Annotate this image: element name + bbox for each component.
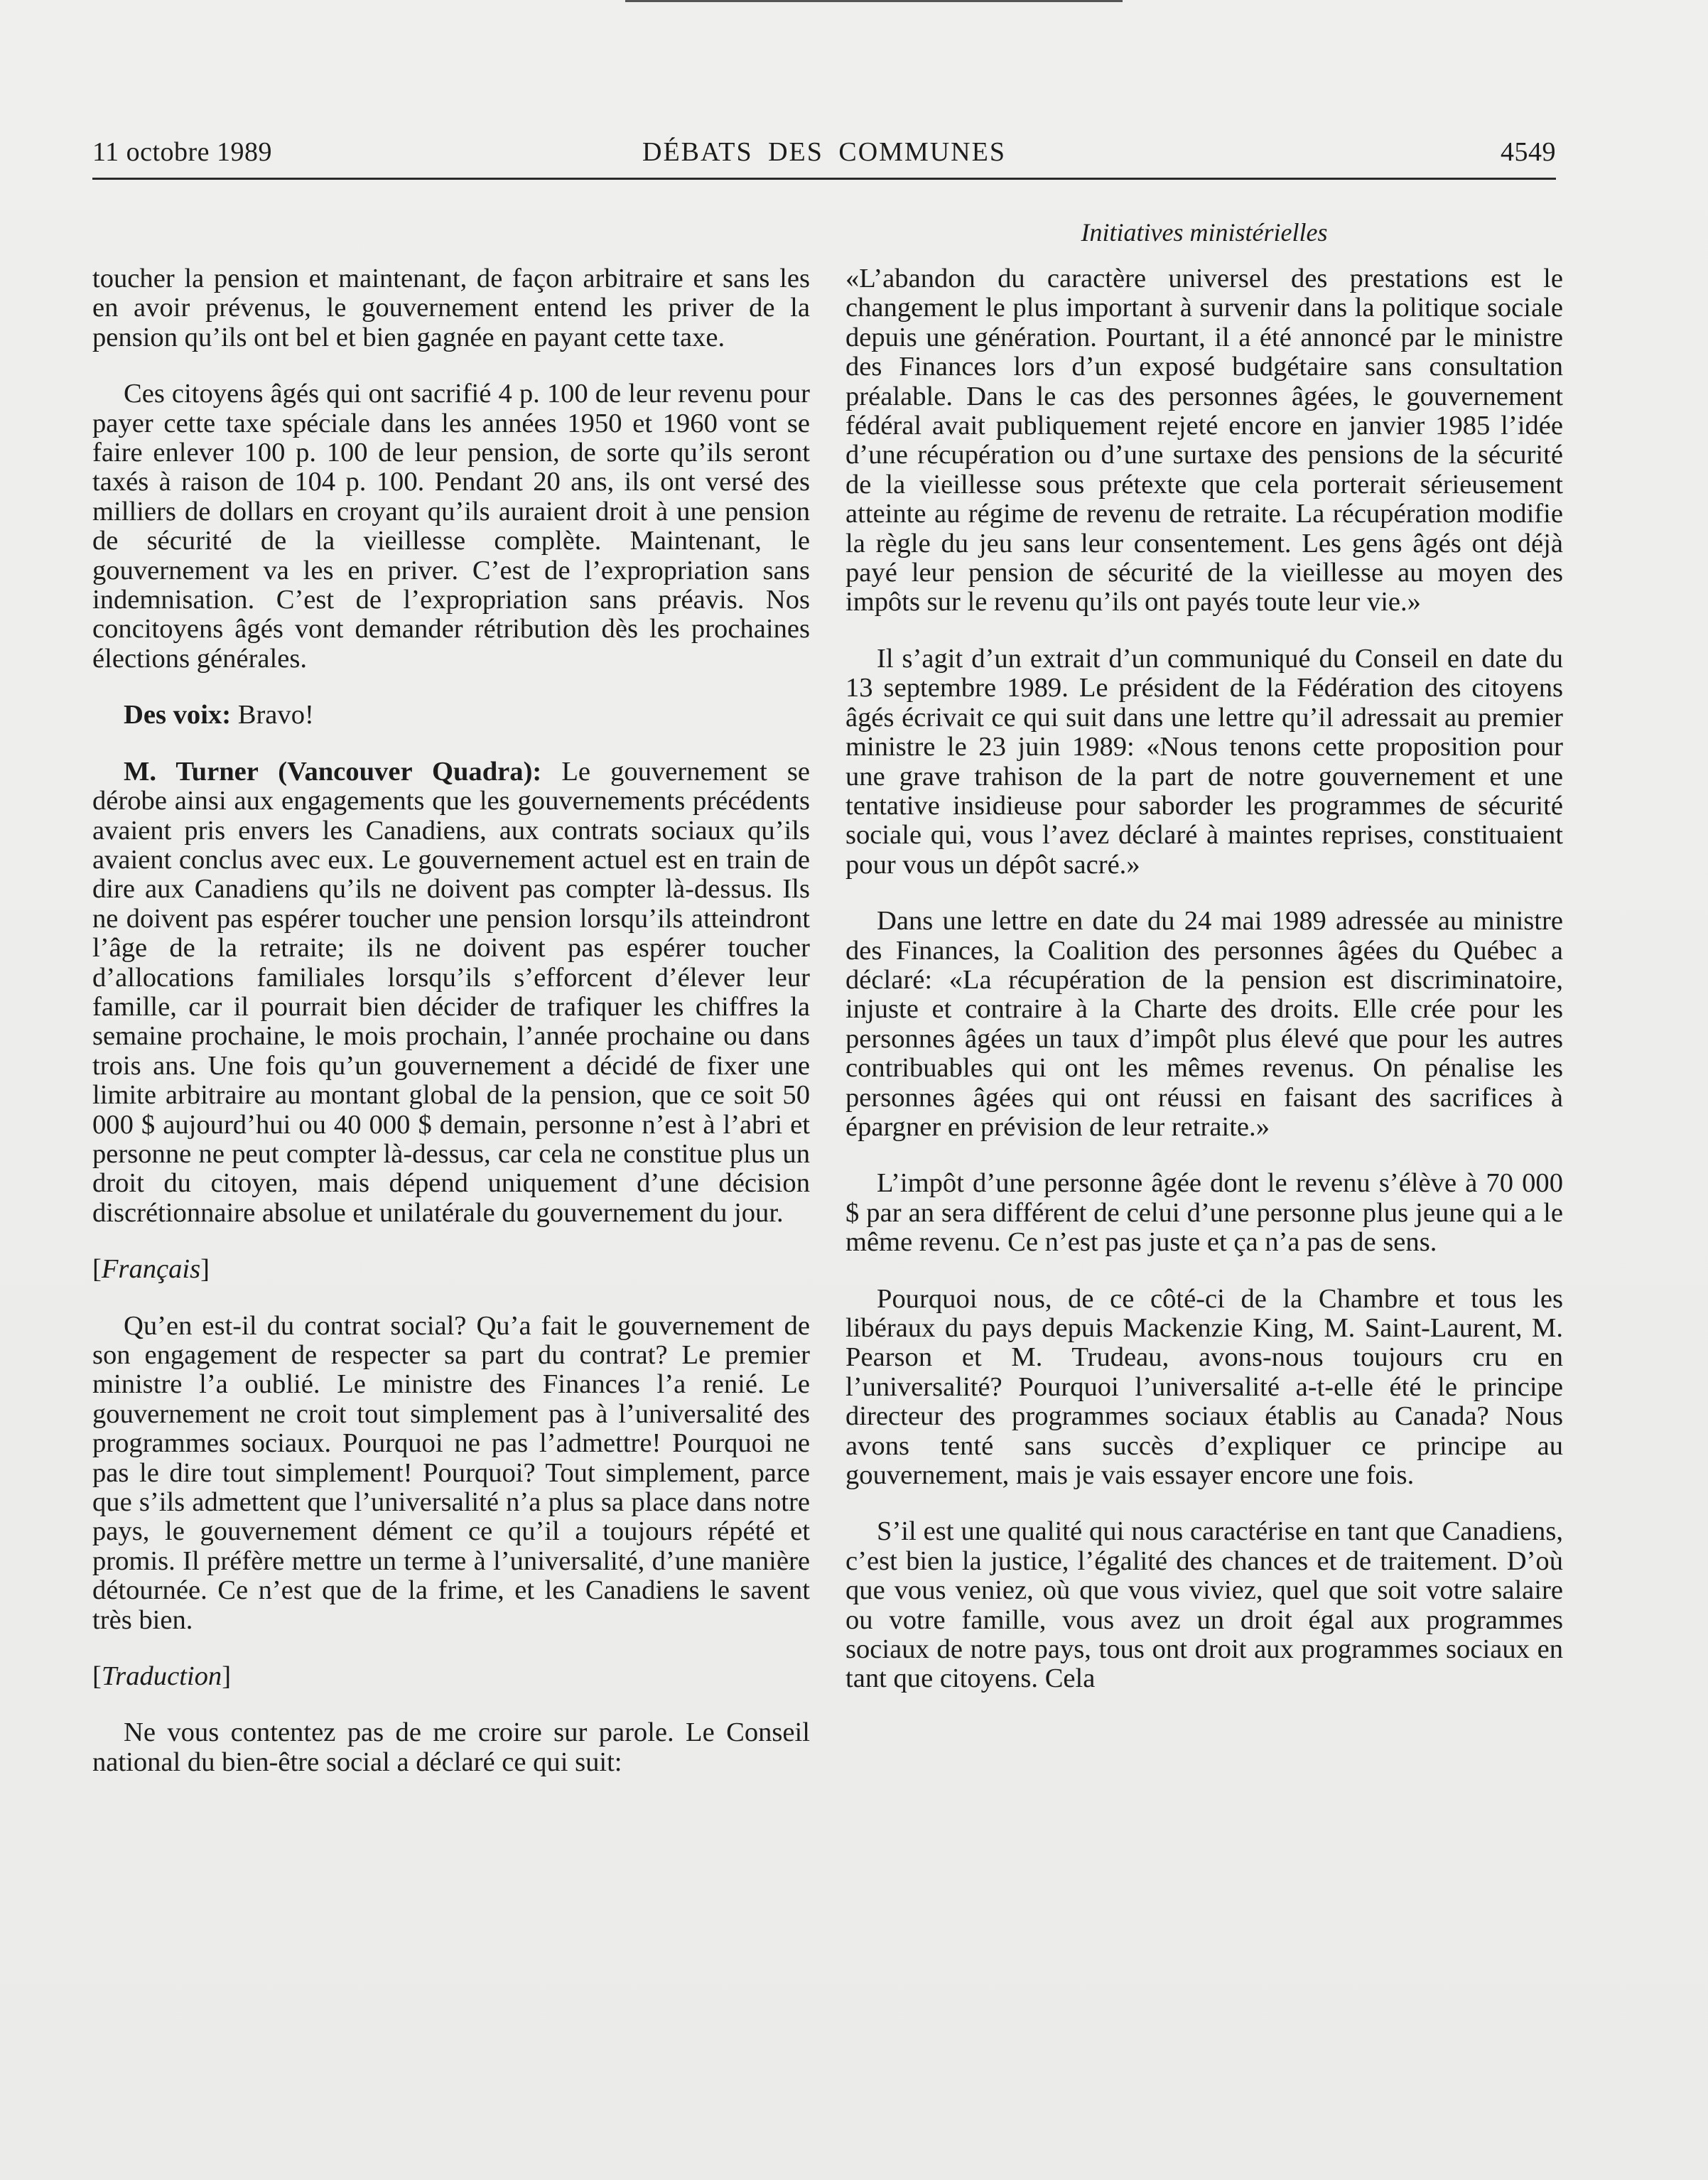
paragraph: L’impôt d’une personne âgée dont le revenu s’élève à 70 000 $ par an sera différent de celui d’une personne plus jeune qui a le même revenu. Ce n’est pas juste et ça n’a pas de sens. — [845, 1168, 1563, 1258]
paragraph-interjection — [92, 701, 810, 730]
paragraph: Ces citoyens âgés qui ont sacrifié 4 p. 100 de leur revenu pour payer cette taxe spéciale dans les années 1950 et 1960 vont se faire enlever 100 p. 100 de leur pension, de sorte qu’ils seront taxés à raison de 104 p. 100. Pendant 20 ans, ils ont versé des milliers de dollars en croyant qu’ils auraient droit à une pension de sécurité de la vieillesse complète. Maintenant, le gouvernement va les en priver. C’est de l’expropriation sans indemnisation. C’est de l’expropriation sans préavis. Nos concitoyens âgés vont demander rétribution dès les prochaines élections générales. — [92, 379, 810, 674]
speaker-name: Des voix: — [124, 700, 232, 730]
top-edge-rule — [625, 0, 1123, 2]
language-marker: [Traduction] — [92, 1661, 232, 1692]
speaker-name: M. Turner (Vancouver Quadra): — [124, 756, 542, 787]
paragraph: Qu’en est-il du contrat social? Qu’a fait le gouvernement de son engagement de respecter sa part du contrat? Le premier ministre l’a oublié. Le ministre des Finances l’a renié. Le gouvernement ne croit tout simplement pas à l’universalité des programmes sociaux. Pourquoi ne pas l’admettre! Pourquoi ne pas le dire tout simplement! Pourquoi? Tout simplement, parce que s’ils admettent que l’universalité n’a plus sa place dans notre pays, le gouvernement dément ce qu’il a toujours répété et promis. Il préfère mettre un terme à l’universalité, d’une manière détournée. Ce n’est que de la frime, et les Canadiens le savent très bien. — [92, 1310, 810, 1635]
paragraph: S’il est une qualité qui nous caractérise en tant que Canadiens, c’est bien la justice, l’égalité des chances et de traitement. D’où que vous veniez, où que vous viviez, quel que soit votre salaire ou votre famille, vous avez un droit égal aux programmes sociaux de notre pays, tous ont droit aux programmes sociaux en tant que citoyens. Cela — [845, 1516, 1563, 1694]
paragraph: Dans une lettre en date du 24 mai 1989 adressée au ministre des Finances, la Coalition des personnes âgées du Québec a déclaré: «La récupération de la pension est discriminatoire, injuste et contraire à la Charte des droits. Elle crée pour les personnes âgées un taux d’impôt plus élevé que pour les autres contribuables qui ont les mêmes revenus. On pénalise les personnes âgées qui ont réussi en faisant des sacrifices à épargner en prévision de leur retraite.» — [845, 906, 1563, 1142]
language-label: Traduction — [101, 1661, 222, 1692]
speech-text: Le gouvernement se dérobe ainsi aux engagements que les gouvernements précédents avaient pris envers les Canadiens, aux contrats sociaux qu’ils avaient conclus avec eux. Le gouvernement actuel est en train de dire aux Canadiens qu’ils ne doivent pas compter là-dessus. Ils ne doivent pas espérer toucher une pension lorsqu’ils atteindront l’âge de la retraite; ils ne doivent pas espérer toucher d’allocations familiales lorsqu’ils s’efforcent d’élever leur famille, car il pourrait bien décider de trafiquer les chiffres la semaine prochaine, le mois prochain, l’année prochaine ou dans trois ans. Une fois qu’un gouvernement a décidé de fixer une limite arbitraire au montant global de la pension, que ce soit 50 000 $ aujourd’hui ou 40 000 $ demain, personne n’est à l’abri et personne ne peut compter là-dessus, car cela ne constitue plus un droit du citoyen, mais dépend uniquement d’une décision discrétionnaire absolue et unilatérale du gouvernement du jour. — [92, 756, 810, 1228]
page-header — [92, 136, 1556, 176]
language-marker: [Français] — [92, 1254, 210, 1285]
header-title: DÉBATS DES COMMUNES — [642, 137, 1006, 167]
quotation: «L’abandon du caractère universel des prestations est le changement le plus important à survenir dans la politique sociale depuis une génération. Pourtant, il a été annoncé par le ministre des Finances lors d’un exposé budgétaire sans consultation préalable. Dans le cas des personnes âgées, le gouvernement fédéral avait publiquement rejeté encore en janvier 1985 l’idée d’une récupération ou d’une surtaxe des pensions de la sécurité de la vieillesse sous prétexte que cela porterait sérieusement atteinte au régime de revenu de retraite. La récupération modifie la règle du jeu sans leur consentement. Les gens âgés ont déjà payé leur pension de sécurité de la vieillesse au moyen des impôts sur le revenu qu’ils ont payés toute leur vie.» — [845, 264, 1563, 617]
header-date: 11 octobre 1989 — [92, 137, 273, 167]
section-heading: Initiatives ministérielles — [1081, 218, 1328, 247]
speech-text: Bravo! — [231, 700, 314, 730]
language-label: Français — [101, 1254, 201, 1285]
header-divider — [92, 178, 1556, 180]
paragraph: Pourquoi nous, de ce côté-ci de la Chambre et tous les libéraux du pays depuis Mackenzie King, M. Saint-Laurent, M. Pearson et M. Trudeau, avons-nous toujours cru en l’universalité? Pourquoi l’universalité a-t-elle été le principe directeur des programmes sociaux établis au Canada? Nous avons tenté sans succès d’expliquer ce principe au gouvernement, mais je vais essayer encore une fois. — [845, 1283, 1563, 1491]
left-column — [92, 264, 810, 1804]
paragraph-speech — [92, 757, 810, 1229]
right-column — [845, 264, 1563, 1721]
paragraph: Ne vous contentez pas de me croire sur parole. Le Conseil national du bien-être social a déclaré ce qui suit: — [92, 1717, 810, 1777]
paragraph: toucher la pension et maintenant, de façon arbitraire et sans les en avoir prévenus, le gouvernement entend les priver de la pension qu’ils ont bel et bien gagnée en payant cette taxe. — [92, 264, 810, 352]
paragraph: Il s’agit d’un extrait d’un communiqué du Conseil en date du 13 septembre 1989. Le président de la Fédération des citoyens âgés écrivait ce qui suit dans une lettre qu’il adressait au premier ministre le 23 juin 1989: «Nous tenons cette proposition pour une grave trahison de la part de notre gouvernement et une tentative insidieuse pour saborder les programmes de sécurité sociale qui, vous l’avez déclaré à maintes reprises, constituaient pour vous un dépôt sacré.» — [845, 643, 1563, 880]
page-number: 4549 — [1501, 137, 1556, 167]
